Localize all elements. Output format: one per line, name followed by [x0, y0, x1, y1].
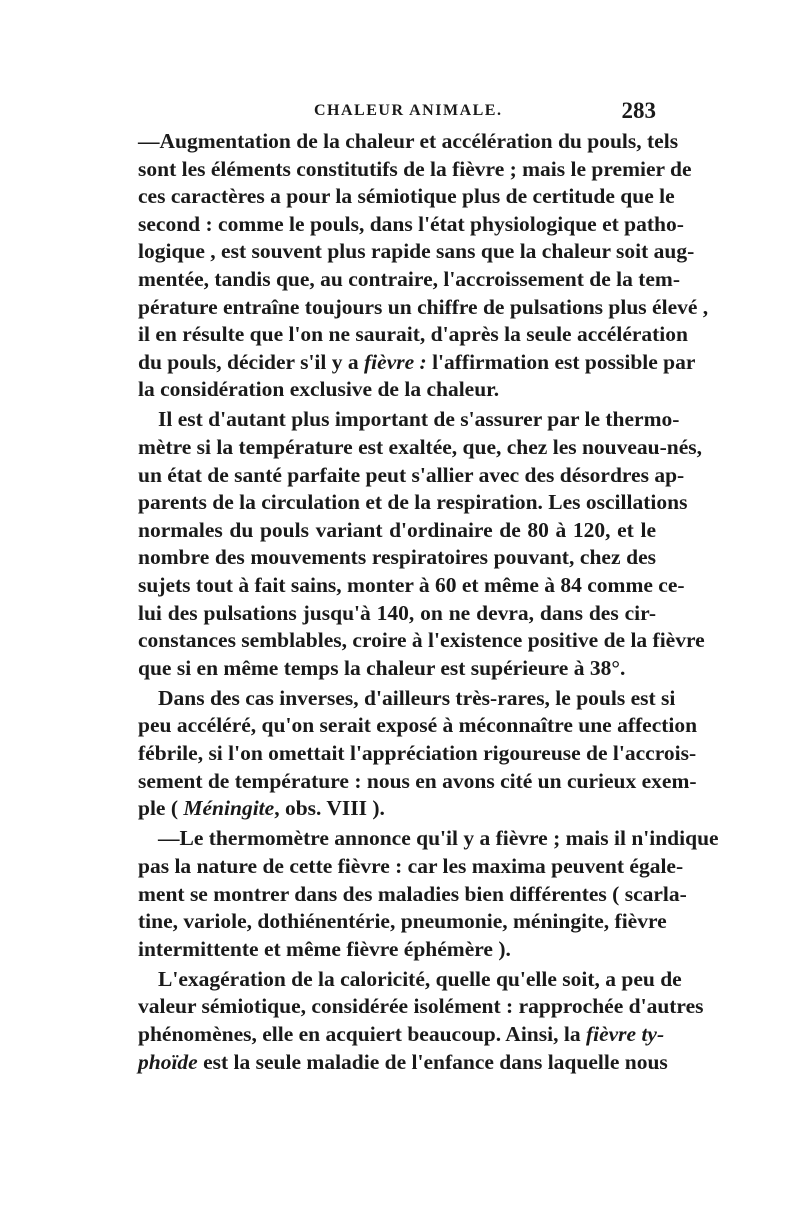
text-line: ces caractères a pour la sémiotique plus de certitude que le: [138, 184, 675, 209]
text-run: l'affirmation est possible par: [432, 349, 696, 374]
paragraph-5: [138, 966, 704, 1076]
text-run: du pouls, décider s'il y a: [138, 349, 359, 374]
text-line: —Le thermomètre annonce qu'il y a fièvre ; mais il n'indique: [158, 826, 719, 851]
text-line: [138, 1049, 668, 1077]
text-line: la considération exclusive de la chaleur.: [138, 377, 500, 402]
text-run: , obs. VIII ).: [274, 796, 385, 821]
text-line: fébrile, si l'on omettait l'appréciation rigoureuse de l'accrois-: [138, 741, 697, 766]
text-line: sont les éléments constitutifs de la fièvre ; mais le premier de: [138, 156, 692, 181]
page-header: [138, 98, 656, 128]
text-line: mentée, tandis que, au contraire, l'accroissement de la tem-: [138, 266, 680, 291]
running-head: CHALEUR ANIMALE.: [314, 102, 503, 119]
text-line: Dans des cas inverses, d'ailleurs très-rares, le pouls est si: [158, 685, 676, 710]
text-line: ment se montrer dans des maladies bien différentes ( scarla-: [138, 881, 687, 906]
text-line: [138, 349, 696, 377]
text-line: second : comme le pouls, dans l'état physiologique et patho-: [138, 211, 684, 236]
text-line: [138, 795, 656, 823]
italic-term: fièvre :: [364, 349, 427, 374]
text-line: logique , est souvent plus rapide sans que la chaleur soit aug-: [138, 239, 695, 264]
text-line: parents de la circulation et de la respiration. Les oscillations: [138, 490, 688, 515]
text-run: est la seule maladie de l'enfance dans laquelle nous: [203, 1049, 668, 1074]
text-line: intermittente et même fièvre éphémère ).: [138, 936, 511, 961]
paragraph-4: [138, 825, 719, 963]
text-line: peu accéléré, qu'on serait exposé à méconnaître une affection: [138, 713, 698, 738]
text-line: L'exagération de la caloricité, quelle qu'elle soit, a peu de: [158, 966, 682, 991]
text-line: lui des pulsations jusqu'à 140, on ne devra, dans des cir-: [138, 600, 656, 625]
text-line: sujets tout à fait sains, monter à 60 et même à 84 comme ce-: [138, 573, 685, 597]
text-line: valeur sémiotique, considérée isolément : rapprochée d'autres: [138, 994, 704, 1019]
italic-term: fièvre ty-: [585, 1022, 665, 1046]
text-line: mètre si la température est exaltée, que, chez les nouveau-nés,: [138, 435, 703, 460]
text-line: il en résulte que l'on ne saurait, d'après la seule accélération: [138, 322, 688, 347]
italic-term: Méningite: [183, 796, 275, 821]
text-line: un état de santé parfaite peut s'allier avec des désordres ap-: [138, 462, 685, 487]
body-text: [138, 128, 719, 1079]
text-line: sement de température : nous en avons cité un curieux exem-: [138, 768, 697, 793]
paragraph-2: [138, 406, 705, 682]
text-line: pérature entraîne toujours un chiffre de pulsations plus élevé ,: [138, 294, 709, 319]
italic-term: phoïde: [138, 1049, 198, 1074]
text-line: —Augmentation de la chaleur et accélération du pouls, tels: [138, 129, 679, 153]
paragraph-1: [138, 128, 709, 404]
page-number: 283: [621, 98, 656, 123]
text-line: constances semblables, croire à l'existence positive de la fièvre: [138, 628, 705, 653]
text-line: nombre des mouvements respiratoires pouvant, chez des: [138, 545, 656, 570]
text-line: que si en même temps la chaleur est supérieure à 38°.: [138, 655, 626, 680]
text-run: phénomènes, elle en acquiert beaucoup. Ainsi, la: [138, 1022, 581, 1046]
text-line: [138, 1021, 665, 1049]
text-line: Il est d'autant plus important de s'assurer par le thermo-: [158, 407, 680, 432]
text-line: normales du pouls variant d'ordinaire de 80 à 120, et le: [138, 517, 656, 542]
paragraph-3: [138, 685, 698, 823]
text-line: pas la nature de cette fièvre : car les maxima peuvent égale-: [138, 853, 684, 878]
text-run: ple (: [138, 796, 179, 821]
text-line: tine, variole, dothiénentérie, pneumonie, méningite, fièvre: [138, 909, 667, 934]
